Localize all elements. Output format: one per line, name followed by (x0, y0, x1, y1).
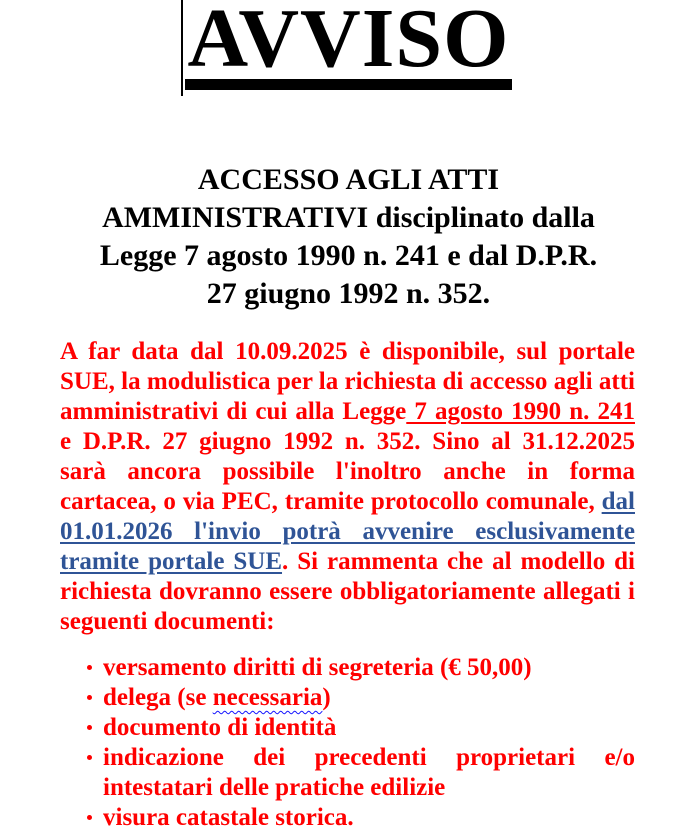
heading-line: 27 giugno 1992 n. 352. (206, 277, 491, 310)
text-segment-red: A far data dal 10.09.2025 è disponibile, sul portale SUE, la modulistica per la richiesta di accesso agli atti amministrativi di cui alla Legge (60, 338, 635, 425)
list-item (60, 653, 635, 683)
text-segment-blue-underline: dal 01.01.2026 l'invio potrà avvenire esclusivamente tramite portale SUE (60, 488, 635, 575)
notice-heading (0, 161, 697, 313)
text-segment-red: ) (322, 684, 331, 711)
text-segment-red: versamento diritti di segreteria (€ 50,00) (103, 654, 532, 681)
text-segment-red: indicazione dei precedenti proprietari e/o intestatari delle pratiche edilizie (103, 744, 635, 801)
text-segment-red: delega (se (103, 684, 213, 711)
attachments-list (60, 653, 635, 833)
text-segment-red: documento di identità (103, 714, 337, 741)
text-segment-red-squiggle: necessaria (212, 684, 323, 711)
list-item (60, 803, 635, 833)
text-cursor (181, 0, 183, 96)
bullet-dot-icon (87, 755, 92, 760)
text-segment-red: . Si rammenta che al modello di richiesta dovranno essere obbligatoriamente allegati i seguenti documenti: (60, 548, 635, 635)
bullet-dot-icon (87, 665, 92, 670)
heading-line: AMMINISTRATIVI disciplinato dalla (102, 201, 595, 234)
notice-title: AVVISO (185, 0, 513, 90)
notice-title-block (0, 0, 697, 90)
heading-line: ACCESSO AGLI ATTI (197, 163, 500, 196)
list-item (60, 683, 635, 713)
bullet-dot-icon (87, 725, 92, 730)
heading-line: Legge 7 agosto 1990 n. 241 e dal D.P.R. (99, 239, 598, 272)
bullet-dot-icon (87, 815, 92, 820)
text-segment-red-underline: 7 agosto 1990 n. 241 (406, 398, 635, 425)
bullet-dot-icon (87, 695, 92, 700)
text-segment-red: visura catastale storica. (103, 804, 354, 831)
list-item (60, 713, 635, 743)
list-item (60, 743, 635, 803)
notice-paragraph (60, 337, 635, 637)
text-segment-red: e D.P.R. 27 giugno 1992 n. 352. Sino al 31.12.2025 sarà ancora possibile l'inoltro anche in forma cartacea, o via PEC, tramite protocollo comunale, (60, 428, 635, 515)
